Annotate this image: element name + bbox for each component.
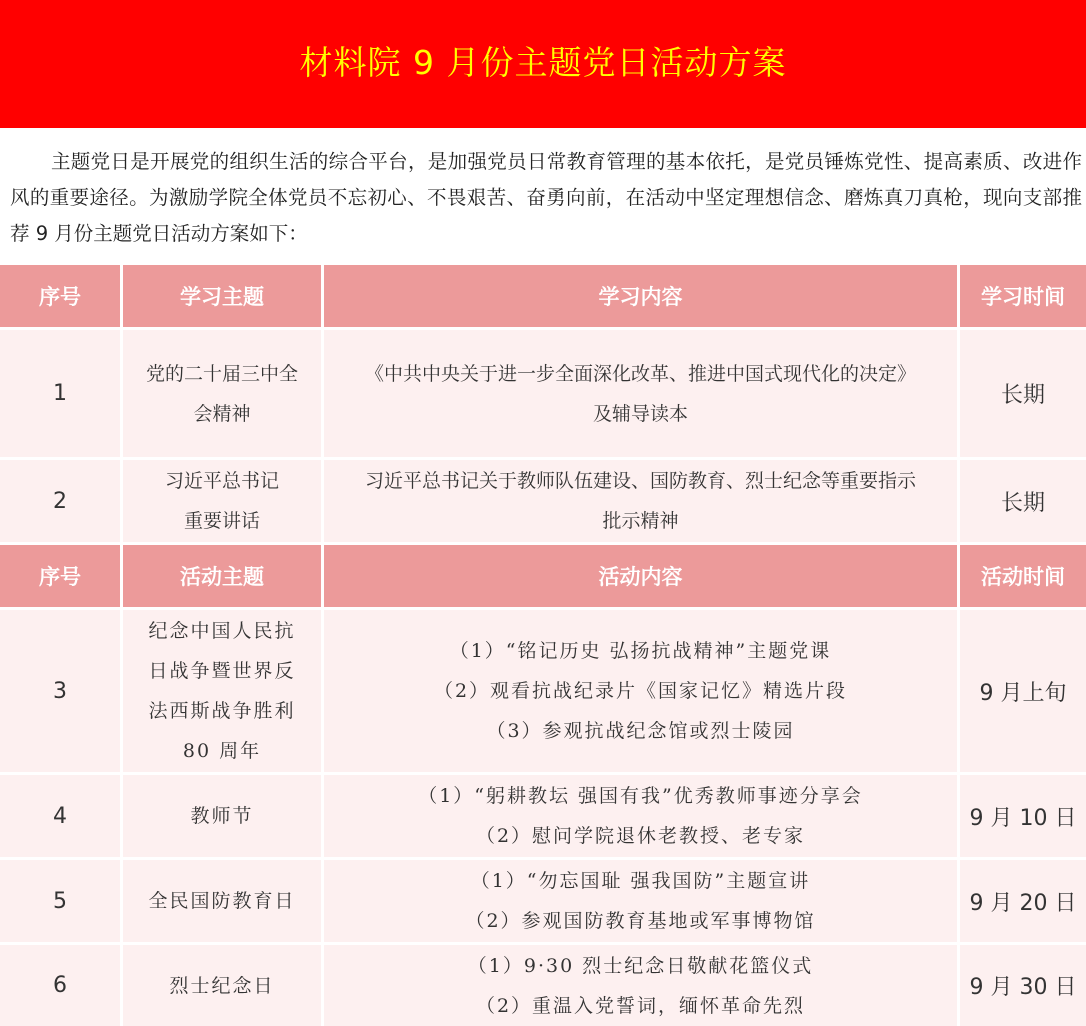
table-cell-content: [324, 330, 957, 457]
theme-line: 日战争暨世界反: [148, 660, 296, 682]
table-cell-theme: [123, 610, 321, 772]
content-line: （2）慰问学院退休老教授、老专家: [475, 825, 806, 847]
table-cell-time: 长期: [960, 330, 1086, 457]
table-cell-theme: [123, 945, 321, 1026]
intro-paragraph: 主题党日是开展党的组织生活的综合平台，是加强党员日常教育管理的基本依托，是党员锤炼党性、提高素质、改进作风的重要途径。为激励学院全体党员不忘初心、不畏艰苦、奋勇向前，在活动中坚定理想信念、磨炼真刀真枪，现向支部推荐 9 月份主题党日活动方案如下：: [10, 150, 1082, 245]
table-cell-time: 9 月上旬: [960, 610, 1086, 772]
theme-line: 会精神: [193, 402, 251, 425]
theme-line: 教师节: [190, 805, 254, 827]
table-cell-content: [324, 945, 957, 1026]
content-line: 习近平总书记关于教师队伍建设、国防教育、烈士纪念等重要指示: [364, 470, 916, 492]
table-cell-index: 2: [0, 460, 120, 542]
header-cell-index: 序号: [0, 265, 120, 327]
content-line: （1）9·30 烈士纪念日敬献花篮仪式: [467, 954, 814, 977]
table-cell-time: 长期: [960, 460, 1086, 542]
content-line: 及辅导读本: [592, 402, 688, 425]
header-cell-content: 活动内容: [324, 545, 957, 607]
table-cell-theme: [123, 860, 321, 942]
header-cell-theme: 学习主题: [123, 265, 321, 327]
content-line: （2）观看抗战纪录片《国家记忆》精选片段: [433, 680, 848, 702]
header-cell-time: 学习时间: [960, 265, 1086, 327]
theme-line: 纪念中国人民抗: [148, 620, 296, 642]
table-cell-index: 1: [0, 330, 120, 457]
table-cell-time: 9 月 10 日: [960, 775, 1086, 857]
content-line: （3）参观抗战纪念馆或烈士陵园: [486, 720, 795, 742]
table-cell-content: [324, 775, 957, 857]
table-cell-time: 9 月 30 日: [960, 945, 1086, 1026]
content-line: （1）“铭记历史 弘扬抗战精神”主题党课: [449, 640, 832, 662]
theme-line: 80 周年: [182, 740, 262, 762]
header-cell-content: 学习内容: [324, 265, 957, 327]
content-line: 批示精神: [602, 510, 679, 532]
theme-line: 法西斯战争胜利: [148, 700, 296, 722]
table-cell-index: 3: [0, 610, 120, 772]
table-cell-theme: [123, 330, 321, 457]
theme-line: 烈士纪念日: [169, 974, 275, 997]
table-cell-theme: [123, 775, 321, 857]
table-cell-time: 9 月 20 日: [960, 860, 1086, 942]
theme-line: 重要讲话: [183, 510, 260, 532]
header-cell-time: 活动时间: [960, 545, 1086, 607]
content-line: 《中共中央关于进一步全面深化改革、推进中国式现代化的决定》: [364, 362, 916, 385]
title-banner: [0, 0, 1086, 128]
page-title: 材料院 9 月份主题党日活动方案: [299, 42, 787, 82]
table-cell-index: 4: [0, 775, 120, 857]
theme-line: 全民国防教育日: [148, 890, 296, 912]
table-cell-index: 6: [0, 945, 120, 1026]
table-cell-content: [324, 460, 957, 542]
content-line: （1）“勿忘国耻 强我国防”主题宣讲: [470, 870, 811, 892]
theme-line: 习近平总书记: [164, 470, 279, 492]
content-line: （2）重温入党誓词，缅怀革命先烈: [475, 994, 806, 1017]
table-cell-index: 5: [0, 860, 120, 942]
content-line: （2）参观国防教育基地或军事博物馆: [465, 910, 816, 932]
theme-line: 党的二十届三中全: [145, 362, 298, 385]
header-cell-theme: 活动主题: [123, 545, 321, 607]
table-cell-theme: [123, 460, 321, 542]
content-line: （1）“躬耕教坛 强国有我”优秀教师事迹分享会: [418, 785, 863, 807]
header-cell-index: 序号: [0, 545, 120, 607]
table-cell-content: [324, 610, 957, 772]
table-cell-content: [324, 860, 957, 942]
